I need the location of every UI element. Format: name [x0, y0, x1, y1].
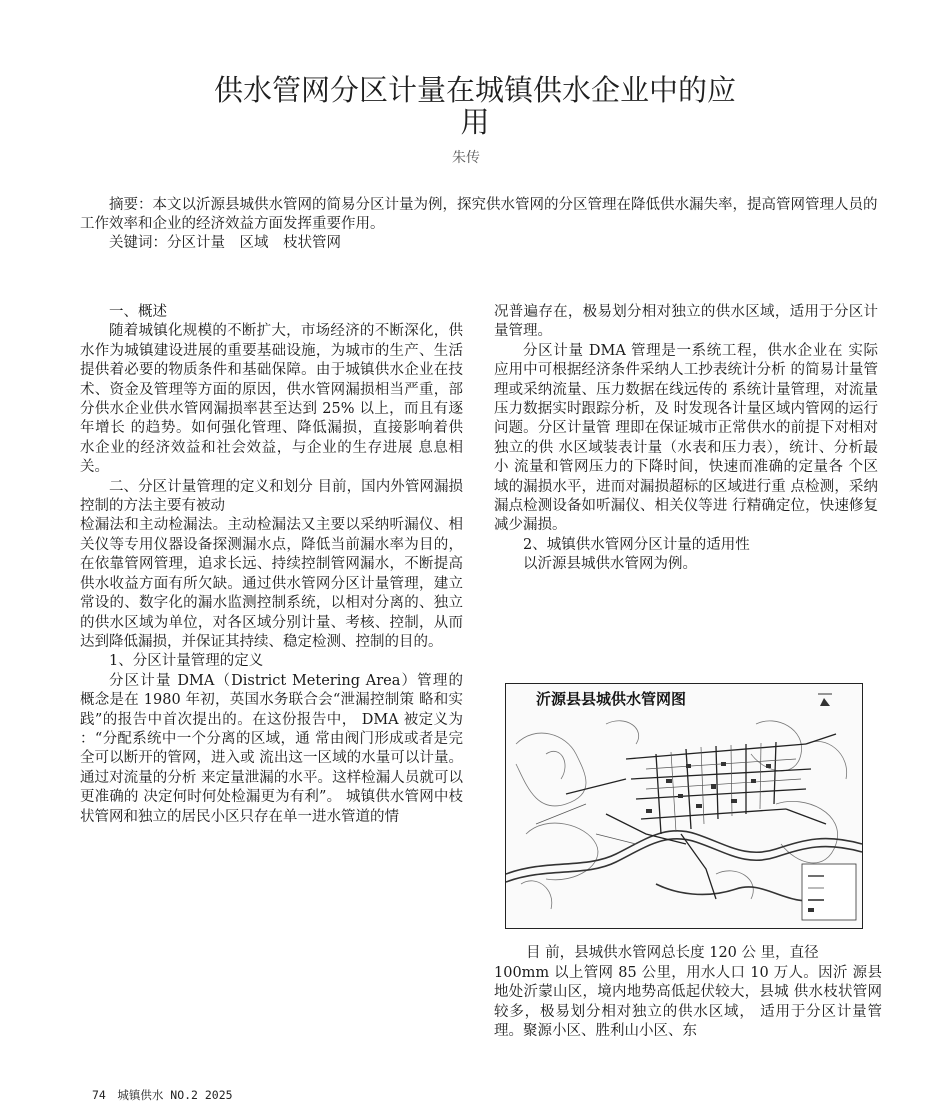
subsection-heading-definition: 1、分区计量管理的定义: [109, 653, 264, 670]
article-title: [180, 74, 770, 138]
abstract-text: 摘要：本文以沂源县城供水管网的简易分区计量为例，探究供水管网的分区管理在降低供水漏失率，提高管网管理人员的工作效率和企业的经济效益方面发挥重要作用。: [80, 197, 878, 232]
section-heading-dma: 二、分区计量管理的定义和划分 目前，国内外管网漏损控制的方法主要有被动: [80, 478, 463, 515]
map-graphic: [506, 684, 862, 928]
paragraph-start: 目 前，县城供水管网总长度 120 公 里，直径: [526, 945, 819, 961]
author-name: 朱传: [452, 150, 480, 166]
abstract-block: [80, 196, 880, 253]
paragraph: 随着城镇化规模的不断扩大，市场经济的不断深化，供水作为城镇建设进展的重要基础设施，为城市的生产、生活提供着必要的物质条件和基础保障。由于城镇供水企业在技术、资金及管理等方面的原因，供水管网漏损相当严重，部分供水企业供水管网漏损率甚至达到 25% 以上，而且有逐年增长 的趋势。如何强化管理、降低漏损，直接影响着供 水企业的经济效益和社会效益，与企业的生存进展 息息相关。: [80, 323, 463, 476]
subsection-heading-applicability: 2、城镇供水管网分区计量的适用性: [523, 536, 750, 553]
left-column: [80, 303, 463, 827]
paragraph-continuation: 100mm 以上管网 85 公里，用水人口 10 万人。因沂 源县地处沂蒙山区，境内地势高低起伏较大，县城 供水枝状管网较多，极易划分相对独立的供水区域， 适用于分区计量管理。聚源小区、胜利山小区、东: [494, 964, 882, 1040]
paragraph: 分区计量 DMA（District Metering Area）管理的 概念是在 1980 年初，英国水务联合会“泄漏控制策 略和实践”的报告中首次提出的。在这份报告中， DMA 被定义为 ：“分配系统中一个分离的区域，通 常由阀门形成或者是完全可以断开的管网，进入或 流出这一区域的水量可以计量。通过对流量的分析 来定量泄漏的水平。这样检漏人员就可以更准确的 决定何时何处检漏更为有利”。 城镇供水管网中枝 状管网和独立的居民小区只存在单一进水管道的情: [80, 672, 463, 825]
paragraph: 检漏法和主动检漏法。主动检漏法又主要以采纳听漏仪、相关仪等专用仪器设备探测漏水点，降低当前漏水率为目的，在依靠管网管理，追求长远、持续控制管网漏水，不断提高供水收益方面有所欠缺。通过供水管网分区计量管理，建立常设的、数字化的漏水监测控制系统，以相对分离的、独立的供水区域为单位，对各区域分别计量、考核、控制，从而达到降低漏损，并保证其持续、稳定检测、控制的目的。: [80, 517, 463, 650]
right-column: [494, 303, 878, 575]
paragraph: 以沂源县城供水管网为例。: [523, 556, 697, 573]
paragraph: 况普遍存在，极易划分相对独立的供水区域，适用于分区计量管理。: [494, 304, 878, 340]
article-title-line2: 用: [460, 105, 490, 139]
page-footer: 74 城镇供水 NO.2 2025: [92, 1088, 233, 1102]
article-title-line1: 供水管网分区计量在城镇供水企业中的应: [213, 73, 736, 107]
pipe-network-map: [505, 683, 863, 929]
keywords: 关键词：分区计量 区域 枝状管网: [109, 235, 341, 251]
paragraph: 分区计量 DMA 管理是一系统工程，供水企业在 实际应用中可根据经济条件采纳人工抄表统计分析 的简易计量管理或采纳流量、压力数据在线远传的 系统计量管理，对流量压力数据实时跟踪分析，及 时发现各计量区域内管网的运行问题。分区计量管 理即在保证城市正常供水的前提下对相对独立的供 水区域装表计量（水表和压力表），统计、分析最小 流量和管网压力的下降时间，快速而准确的定量各 个区域的漏损水平，进而对漏损超标的区域进行重 点检测，采纳漏点检测设备如听漏仪、相关仪等进 行精确定位，快速修复减少漏损。: [494, 342, 878, 534]
section-heading-overview: 一、概述: [109, 304, 167, 320]
map-title: 沂源县县城供水管网图: [536, 690, 687, 708]
map-legend: [802, 864, 856, 920]
bottom-right-paragraph: [494, 944, 882, 1076]
